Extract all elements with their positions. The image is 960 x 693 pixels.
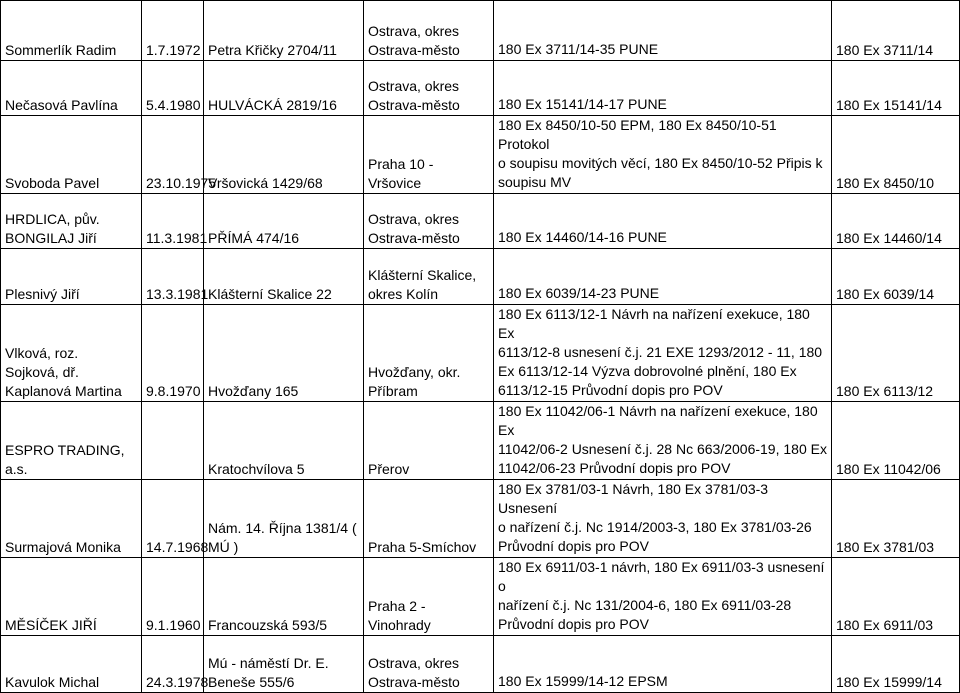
cell-address: Kratochvílova 5 bbox=[204, 402, 364, 480]
table-row bbox=[1, 1, 960, 61]
cell-name: MĚSÍČEK JIŘÍ bbox=[1, 558, 142, 636]
cell-proceedings: 180 Ex 3781/03-1 Návrh, 180 Ex 3781/03-3 Usnesení o nařízení č.j. Nc 1914/2003-3, 180 Ex 3781/03-26 Průvodní dopis pro POV bbox=[494, 480, 832, 558]
cell-address: Mú - náměstí Dr. E. Beneše 555/6 bbox=[204, 636, 364, 693]
cell-name: Vlková, roz. Sojková, dř. Kaplanová Martina bbox=[1, 305, 142, 402]
cell-address: PŘÍMÁ 474/16 bbox=[204, 194, 364, 249]
cell-proceedings: 180 Ex 15999/14-12 EPSM bbox=[494, 636, 832, 693]
cell-date bbox=[142, 402, 204, 480]
cell-date: 9.8.1970 bbox=[142, 305, 204, 402]
table-row bbox=[1, 402, 960, 480]
cell-address: HULVÁCKÁ 2819/16 bbox=[204, 61, 364, 116]
cell-place: Hvožďany, okr. Příbram bbox=[364, 305, 494, 402]
cell-place: Praha 10 - Vršovice bbox=[364, 116, 494, 194]
debtors-table-body bbox=[1, 1, 960, 693]
table-row bbox=[1, 480, 960, 558]
cell-proceedings: 180 Ex 11042/06-1 Návrh na nařízení exekuce, 180 Ex 11042/06-2 Usnesení č.j. 28 Nc 663/2006-19, 180 Ex 11042/06-23 Průvodní dopis pro POV bbox=[494, 402, 832, 480]
cell-name: Kavulok Michal bbox=[1, 636, 142, 693]
table-row bbox=[1, 558, 960, 636]
table-row bbox=[1, 305, 960, 402]
cell-date: 14.7.1968 bbox=[142, 480, 204, 558]
cell-file: 180 Ex 6911/03 bbox=[832, 558, 960, 636]
cell-proceedings: 180 Ex 6039/14-23 PUNE bbox=[494, 249, 832, 305]
cell-date: 1.7.1972 bbox=[142, 1, 204, 61]
cell-date: 24.3.1978 bbox=[142, 636, 204, 693]
cell-proceedings: 180 Ex 8450/10-50 EPM, 180 Ex 8450/10-51 Protokol o soupisu movitých věcí, 180 Ex 8450/10-52 Připis k soupisu MV bbox=[494, 116, 832, 194]
cell-proceedings: 180 Ex 3711/14-35 PUNE bbox=[494, 1, 832, 61]
cell-place: Ostrava, okres Ostrava-město bbox=[364, 1, 494, 61]
table-row bbox=[1, 116, 960, 194]
cell-date: 11.3.1981 bbox=[142, 194, 204, 249]
table-row bbox=[1, 636, 960, 693]
table-row bbox=[1, 194, 960, 249]
cell-place: Ostrava, okres Ostrava-město bbox=[364, 194, 494, 249]
cell-address: Klášterní Skalice 22 bbox=[204, 249, 364, 305]
cell-name: Surmajová Monika bbox=[1, 480, 142, 558]
cell-file: 180 Ex 3781/03 bbox=[832, 480, 960, 558]
cell-file: 180 Ex 6113/12 bbox=[832, 305, 960, 402]
cell-file: 180 Ex 8450/10 bbox=[832, 116, 960, 194]
cell-address: Hvožďany 165 bbox=[204, 305, 364, 402]
cell-proceedings: 180 Ex 6911/03-1 návrh, 180 Ex 6911/03-3 usnesení o nařízení č.j. Nc 131/2004-6, 180 Ex 6911/03-28 Průvodní dopis pro POV bbox=[494, 558, 832, 636]
cell-name: Nečasová Pavlína bbox=[1, 61, 142, 116]
cell-place: Praha 2 - Vinohrady bbox=[364, 558, 494, 636]
cell-date: 23.10.1975 bbox=[142, 116, 204, 194]
cell-date: 5.4.1980 bbox=[142, 61, 204, 116]
cell-address: Petra Křičky 2704/11 bbox=[204, 1, 364, 61]
cell-name: Sommerlík Radim bbox=[1, 1, 142, 61]
cell-file: 180 Ex 6039/14 bbox=[832, 249, 960, 305]
cell-name: ESPRO TRADING, a.s. bbox=[1, 402, 142, 480]
cell-address: Vršovická 1429/68 bbox=[204, 116, 364, 194]
cell-place: Praha 5-Smíchov bbox=[364, 480, 494, 558]
table-row bbox=[1, 61, 960, 116]
cell-place: Přerov bbox=[364, 402, 494, 480]
table-row bbox=[1, 249, 960, 305]
cell-place: Ostrava, okres Ostrava-město bbox=[364, 61, 494, 116]
cell-place: Klášterní Skalice, okres Kolín bbox=[364, 249, 494, 305]
cell-name: Plesnivý Jiří bbox=[1, 249, 142, 305]
cell-file: 180 Ex 14460/14 bbox=[832, 194, 960, 249]
cell-address: Francouzská 593/5 bbox=[204, 558, 364, 636]
cell-file: 180 Ex 15999/14 bbox=[832, 636, 960, 693]
cell-date: 13.3.1981 bbox=[142, 249, 204, 305]
cell-name: Svoboda Pavel bbox=[1, 116, 142, 194]
cell-date: 9.1.1960 bbox=[142, 558, 204, 636]
cell-place: Ostrava, okres Ostrava-město bbox=[364, 636, 494, 693]
cell-address: Nám. 14. Října 1381/4 ( MÚ ) bbox=[204, 480, 364, 558]
cell-name: HRDLICA, pův. BONGILAJ Jiří bbox=[1, 194, 142, 249]
cell-file: 180 Ex 11042/06 bbox=[832, 402, 960, 480]
cell-file: 180 Ex 3711/14 bbox=[832, 1, 960, 61]
cell-proceedings: 180 Ex 14460/14-16 PUNE bbox=[494, 194, 832, 249]
cell-proceedings: 180 Ex 15141/14-17 PUNE bbox=[494, 61, 832, 116]
cell-proceedings: 180 Ex 6113/12-1 Návrh na nařízení exekuce, 180 Ex 6113/12-8 usnesení č.j. 21 EXE 1293/2012 - 11, 180 Ex 6113/12-14 Výzva dobrovolné plnění, 180 Ex 6113/12-15 Průvodní dopis pro POV bbox=[494, 305, 832, 402]
cell-file: 180 Ex 15141/14 bbox=[832, 61, 960, 116]
